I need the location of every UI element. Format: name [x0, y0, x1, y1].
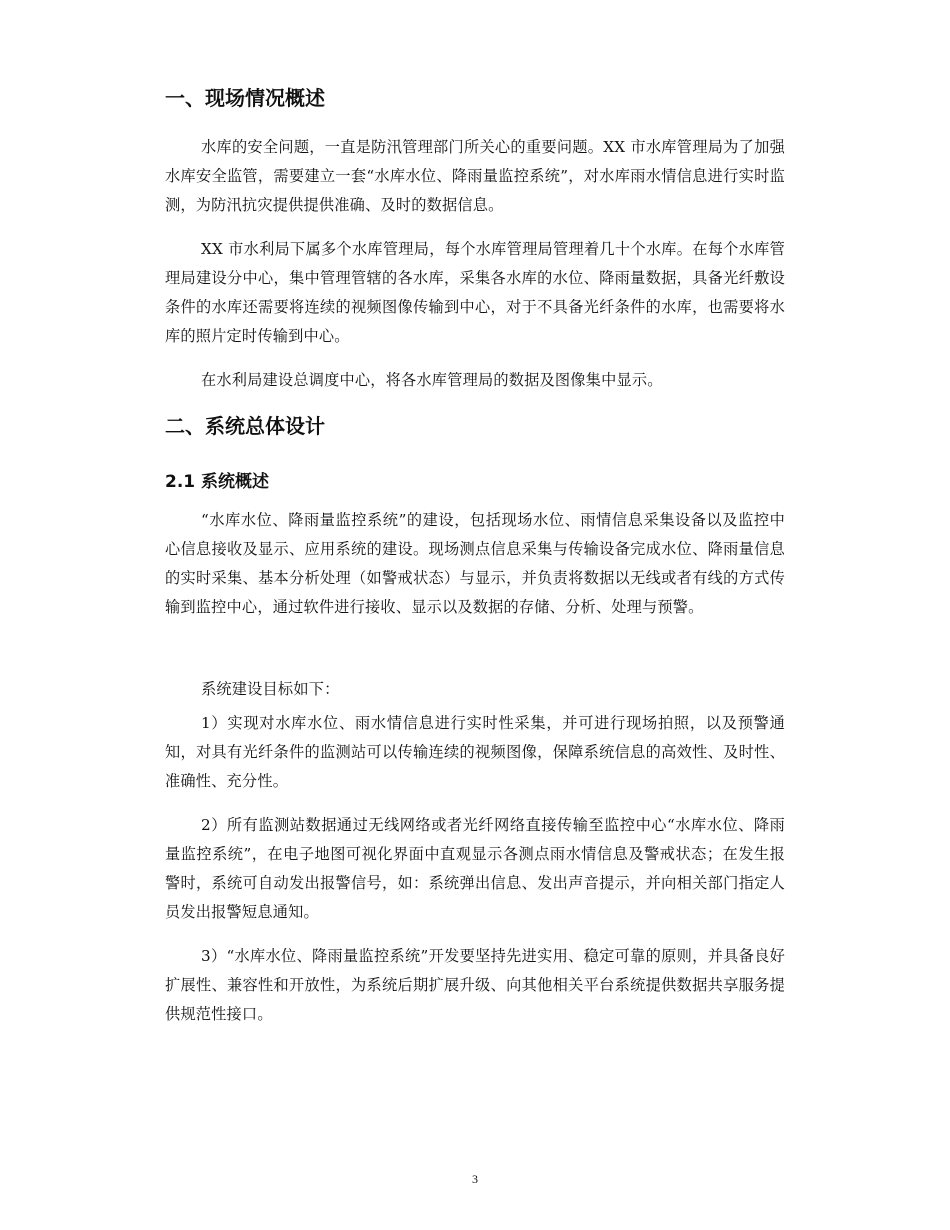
paragraph-reservoir-safety: 水库的安全问题，一直是防汛管理部门所关心的重要问题。XX 市水库管理局为了加强水库安全监管，需要建立一套“水库水位、降雨量监控系统”，对水库雨水情信息进行实时监测，为防汛抗灾提供提供准确、及时的数据信息。	[165, 138, 785, 214]
paragraph-dispatch-center: 在水利局建设总调度中心，将各水库管理局的数据及图像集中显示。	[201, 371, 663, 389]
paragraph-goal-1: 1）实现对水库水位、雨水情信息进行实时性采集，并可进行现场拍照，以及预警通知，对具有光纤条件的监测站可以传输连续的视频图像，保障系统信息的高效性、及时性、准确性、充分性。	[165, 714, 785, 790]
paragraph-goal-3: 3）“水库水位、降雨量监控系统”开发要坚持先进实用、稳定可靠的原则，并具备良好扩展性、兼容性和开放性，为系统后期扩展升级、向其他相关平台系统提供数据共享服务提供规范性接口。	[165, 947, 785, 1023]
paragraph-goal-2: 2）所有监测站数据通过无线网络或者光纤网络直接传输至监控中心“水库水位、降雨量监控系统”，在电子地图可视化界面中直观显示各测点雨水情信息及警戒状态；在发生报警时，系统可自动发出报警信号，如：系统弹出信息、发出声音提示，并向相关部门指定人员发出报警短息通知。	[165, 816, 785, 921]
paragraph-system-construction: “水库水位、降雨量监控系统”的建设，包括现场水位、雨情信息采集设备以及监控中心信息接收及显示、应用系统的建设。现场测点信息采集与传输设备完成水位、降雨量信息的实时采集、基本分析处理（如警戒状态）与显示，并负责将数据以无线或者有线的方式传输到监控中心，通过软件进行接收、显示以及数据的存储、分析、处理与预警。	[165, 511, 785, 616]
paragraph-goals-intro: 系统建设目标如下：	[201, 680, 340, 698]
section-heading-site-overview: 一、现场情况概述	[165, 86, 325, 110]
paragraph-bureau-structure: XX 市水利局下属多个水库管理局，每个水库管理局管理着几十个水库。在每个水库管理局建设分中心，集中管理管辖的各水库，采集各水库的水位、降雨量数据，具备光纤敷设条件的水库还需要将连续的视频图像传输到中心，对于不具备光纤条件的水库，也需要将水库的照片定时传输到中心。	[165, 240, 785, 345]
subsection-heading-system-overview: 2.1 系统概述	[165, 472, 270, 492]
page-number: 3	[472, 1172, 478, 1186]
section-heading-system-design: 二、系统总体设计	[165, 414, 325, 438]
